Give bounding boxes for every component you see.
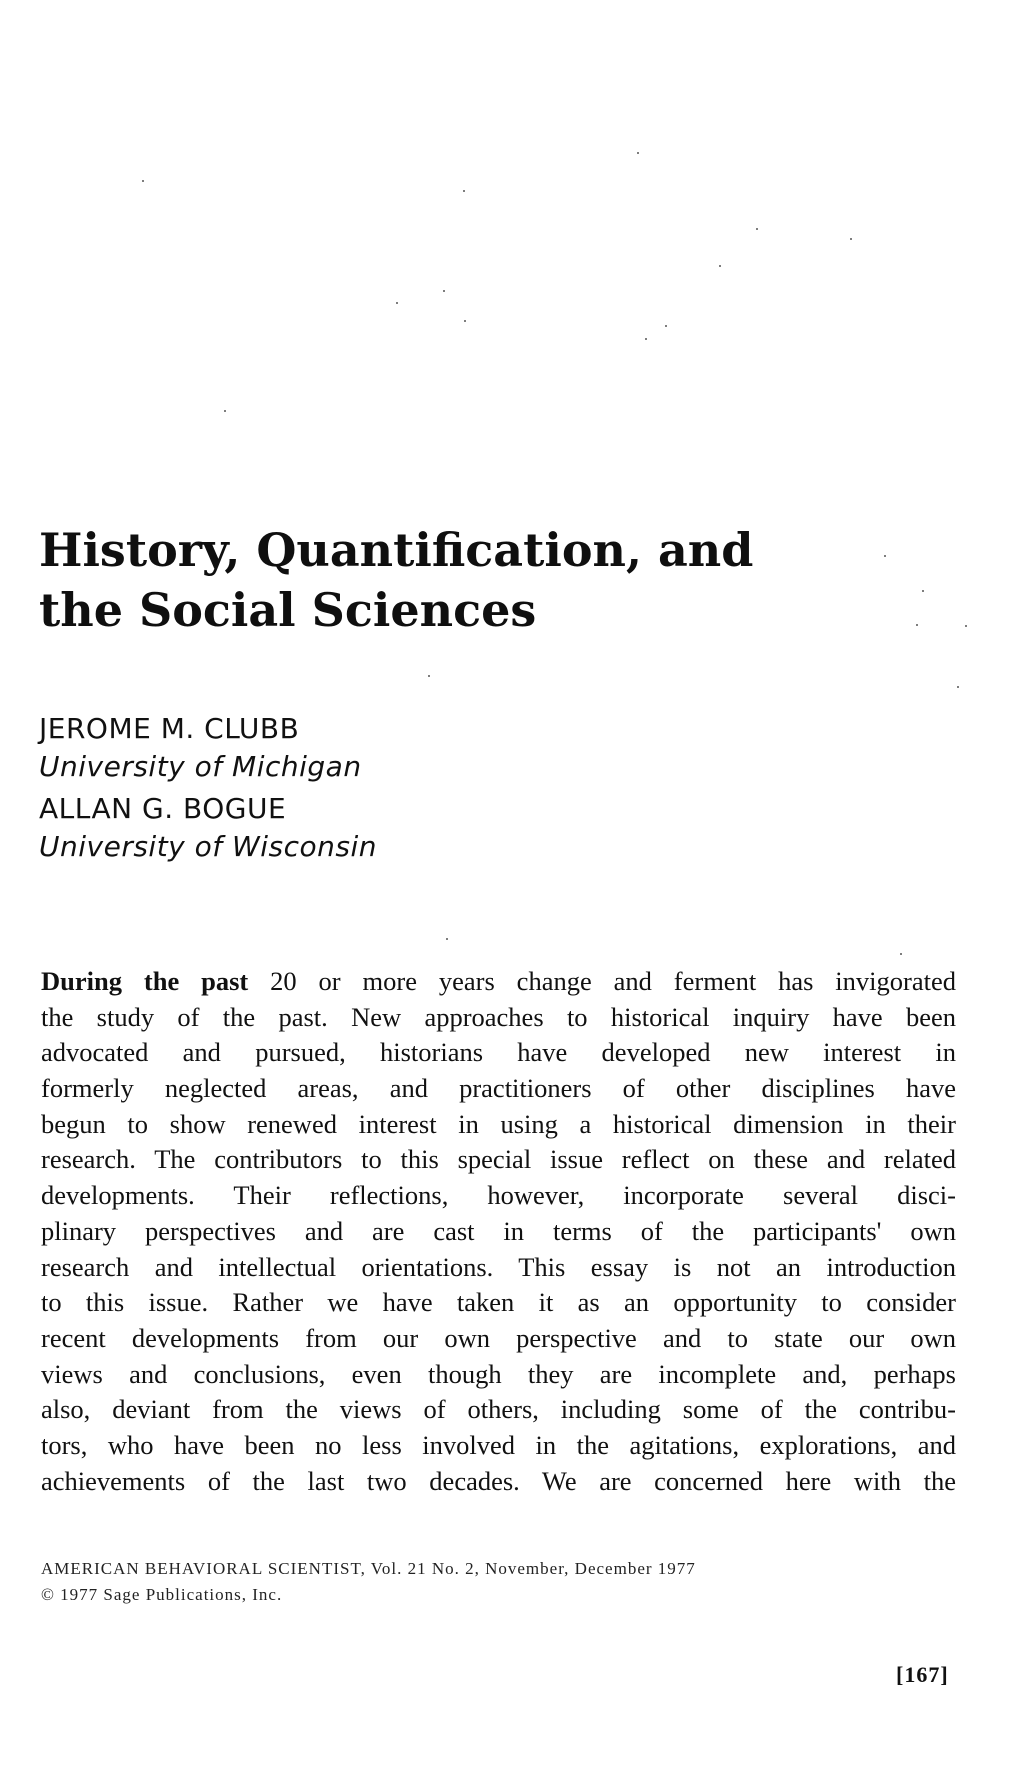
body-line: achievements of the last two decades. We are concerned here with the	[41, 1465, 956, 1496]
body-line: formerly neglected areas, and practitioners of other disciplines have	[41, 1073, 956, 1104]
page-number: [167]	[896, 1662, 949, 1687]
lead-in: During the past	[41, 966, 249, 996]
body-line: the study of the past. New approaches to historical inquiry have been	[41, 1001, 956, 1032]
title-line-1: History, Quantification, and	[39, 523, 754, 577]
body-line: to this issue. Rather we have taken it as an opportunity to consider	[41, 1287, 956, 1318]
title-line-2: the Social Sciences	[39, 583, 537, 637]
body-line: also, deviant from the views of others, including some of the contribu-	[41, 1394, 956, 1425]
journal-citation: AMERICAN BEHAVIORAL SCIENTIST, Vol. 21 No. 2, November, December 1977	[41, 1559, 696, 1578]
body-line: plinary perspectives and are cast in terms of the participants' own	[41, 1215, 956, 1246]
author-2	[39, 790, 377, 866]
body-line: developments. Their reflections, however, incorporate several disci-	[41, 1180, 956, 1211]
citation-footer	[41, 1556, 696, 1608]
body-line: recent developments from our own perspective and to state our own	[41, 1322, 956, 1353]
body-line: tors, who have been no less involved in the agitations, explorations, and	[41, 1429, 956, 1460]
body-line: advocated and pursued, historians have developed new interest in	[41, 1037, 956, 1068]
author-1	[39, 710, 377, 786]
copyright-notice: © 1977 Sage Publications, Inc.	[41, 1585, 283, 1604]
author-name: JEROME M. CLUBB	[39, 712, 300, 745]
article-title	[39, 520, 759, 640]
article-body	[41, 964, 956, 1499]
author-name: ALLAN G. BOGUE	[39, 792, 287, 825]
author-affiliation: University of Wisconsin	[39, 830, 377, 863]
body-line	[41, 964, 956, 1000]
body-line: views and conclusions, even though they are incomplete and, perhaps	[41, 1358, 956, 1389]
body-line: research and intellectual orientations. This essay is not an introduction	[41, 1251, 956, 1282]
body-line: research. The contributors to this special issue reflect on these and related	[41, 1144, 956, 1175]
body-line-text: 20 or more years change and ferment has invigorated	[248, 966, 956, 996]
body-line: begun to show renewed interest in using a historical dimension in their	[41, 1108, 956, 1139]
author-affiliation: University of Michigan	[39, 750, 362, 783]
author-block	[39, 710, 377, 870]
